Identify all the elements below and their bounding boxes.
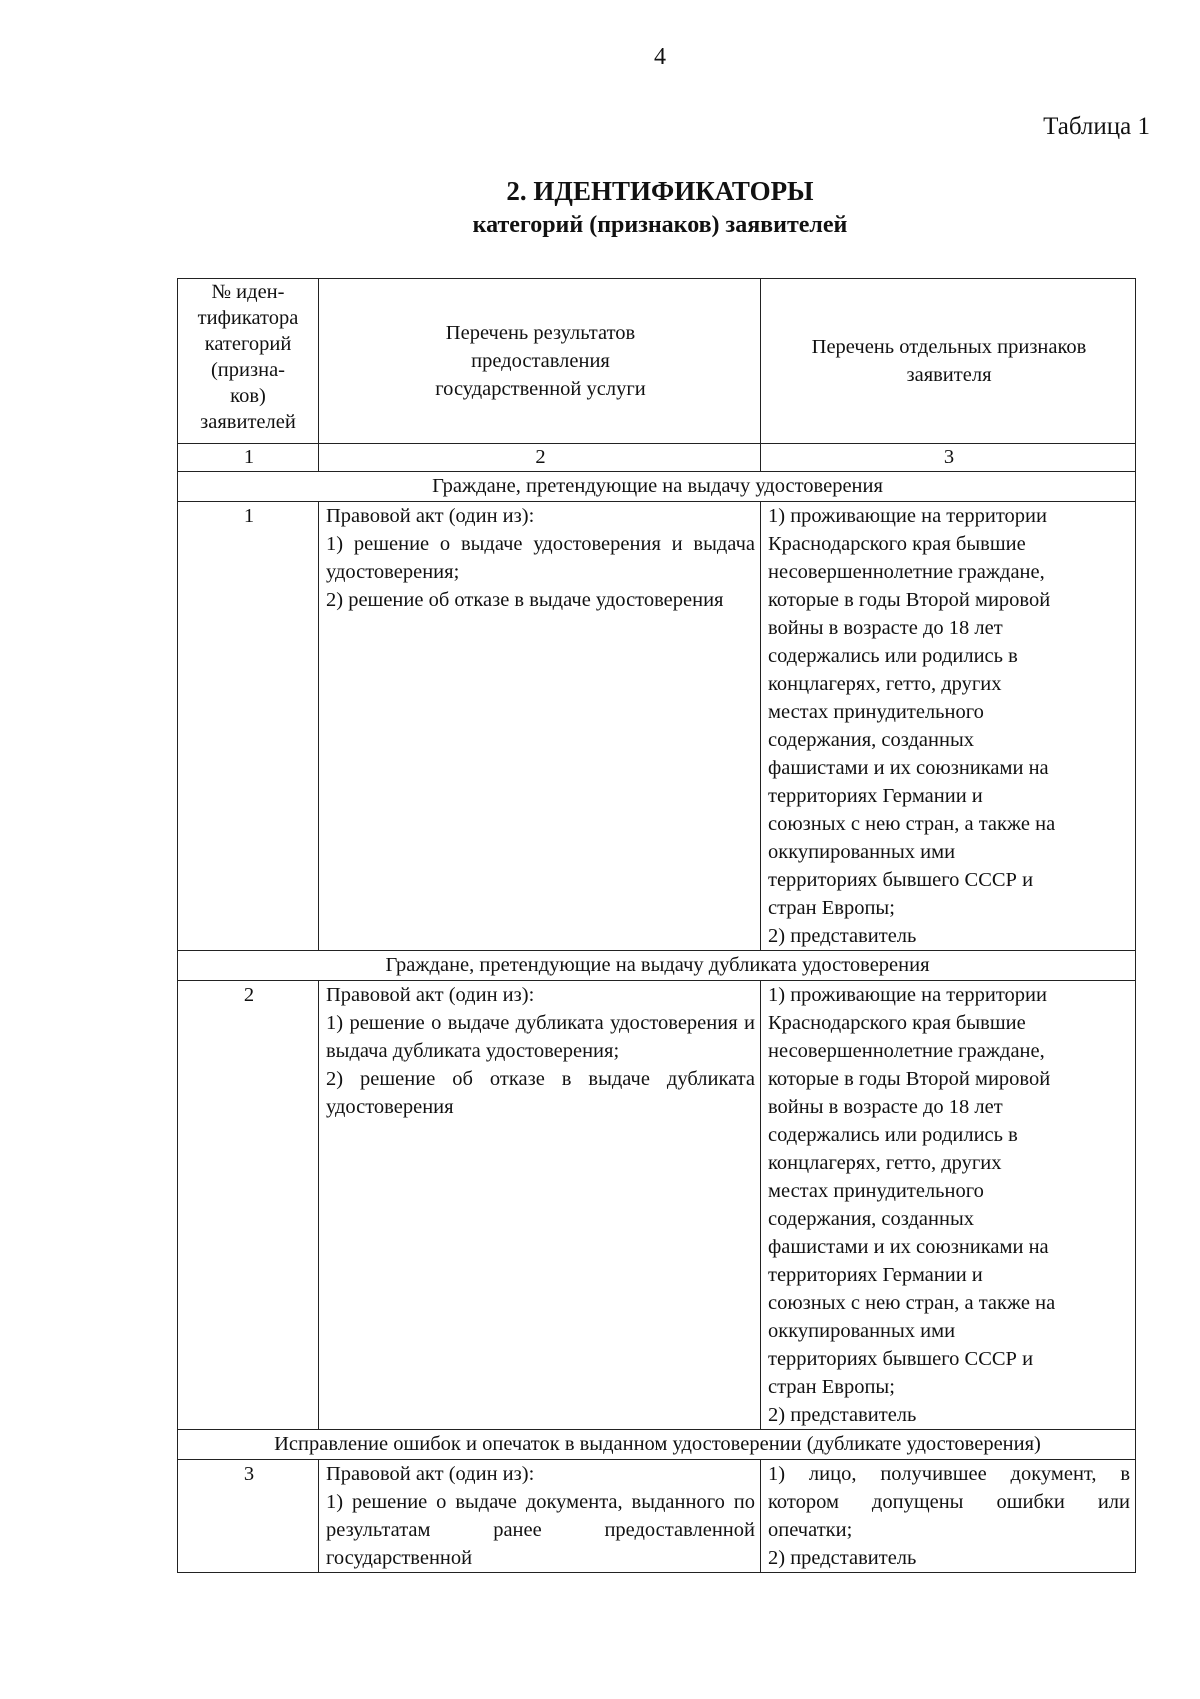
table-label: Таблица 1 — [1043, 113, 1150, 140]
header-results-text: Перечень результатов предоставления государственной услуги — [435, 322, 646, 400]
results-cell — [319, 502, 761, 951]
table-row — [178, 981, 1136, 1430]
section-title: Граждане, претендующие на выдачу удостоверения — [178, 472, 1136, 502]
feature-item: 2) представитель — [768, 925, 917, 947]
category-id: 2 — [178, 981, 319, 1430]
header-id-text: № иден- тификатора категорий (призна- ков) заявителей — [197, 281, 299, 433]
results-cell — [319, 1460, 761, 1573]
column-number: 3 — [761, 444, 1136, 472]
section-row — [178, 1430, 1136, 1460]
result-item: 1) решение о выдаче удостоверения и выдача удостоверения; — [326, 533, 755, 583]
header-id-column — [178, 279, 319, 444]
category-id: 1 — [178, 502, 319, 951]
feature-item: 1) проживающие на территории Краснодарского края бывшие несовершеннолетние граждане, которые в годы Второй мировой войны в возрасте до 18 лет содержались или родились в концлагерях, гетто, других местах принудительного содержания, созданных фашистами и их союзниками на территориях Германии и союзных с нею стран, а также на оккупированных ими территориях бывшего СССР и стран Европы; — [768, 505, 1056, 919]
results-lead: Правовой акт (один из): — [326, 1463, 535, 1485]
results-cell — [319, 981, 761, 1430]
feature-item: 1) проживающие на территории Краснодарского края бывшие несовершеннолетние граждане, которые в годы Второй мировой войны в возрасте до 18 лет содержались или родились в концлагерях, гетто, других местах принудительного содержания, созданных фашистами и их союзниками на территориях Германии и союзных с нею стран, а также на оккупированных ими территориях бывшего СССР и стран Европы; — [768, 984, 1056, 1398]
feature-item: 1) лицо, получившее документ, в котором допущены ошибки или опечатки; — [768, 1463, 1130, 1541]
table-row — [178, 1460, 1136, 1573]
identifiers-table — [177, 278, 1136, 1573]
results-lead: Правовой акт (один из): — [326, 505, 535, 527]
page-number: 4 — [654, 44, 666, 70]
feature-item: 2) представитель — [768, 1404, 917, 1426]
table-header-row — [178, 279, 1136, 444]
header-results-column — [319, 279, 761, 444]
result-item: 1) решение о выдаче документа, выданного по результатам ранее предоставленной государственной — [326, 1491, 755, 1569]
column-number: 1 — [178, 444, 319, 472]
section-row — [178, 951, 1136, 981]
result-item: 1) решение о выдаче дубликата удостоверения и выдача дубликата удостоверения; — [326, 1012, 755, 1062]
column-number: 2 — [319, 444, 761, 472]
result-item: 2) решение об отказе в выдаче дубликата удостоверения — [326, 1068, 755, 1118]
column-numbers-row — [178, 444, 1136, 472]
feature-item: 2) представитель — [768, 1547, 917, 1569]
section-title: Граждане, претендующие на выдачу дубликата удостоверения — [178, 951, 1136, 981]
section-title: Исправление ошибок и опечаток в выданном удостоверении (дубликате удостоверения) — [178, 1430, 1136, 1460]
results-lead: Правовой акт (один из): — [326, 984, 535, 1006]
features-cell — [761, 1460, 1136, 1573]
features-cell — [761, 981, 1136, 1430]
document-subtitle: категорий (признаков) заявителей — [472, 212, 848, 238]
document-title: 2. ИДЕНТИФИКАТОРЫ — [506, 176, 814, 206]
section-row — [178, 472, 1136, 502]
table-row — [178, 502, 1136, 951]
result-item: 2) решение об отказе в выдаче удостоверения — [326, 589, 724, 611]
header-features-column — [761, 279, 1136, 444]
category-id: 3 — [178, 1460, 319, 1573]
header-features-text: Перечень отдельных признаков заявителя — [811, 336, 1087, 386]
features-cell — [761, 502, 1136, 951]
